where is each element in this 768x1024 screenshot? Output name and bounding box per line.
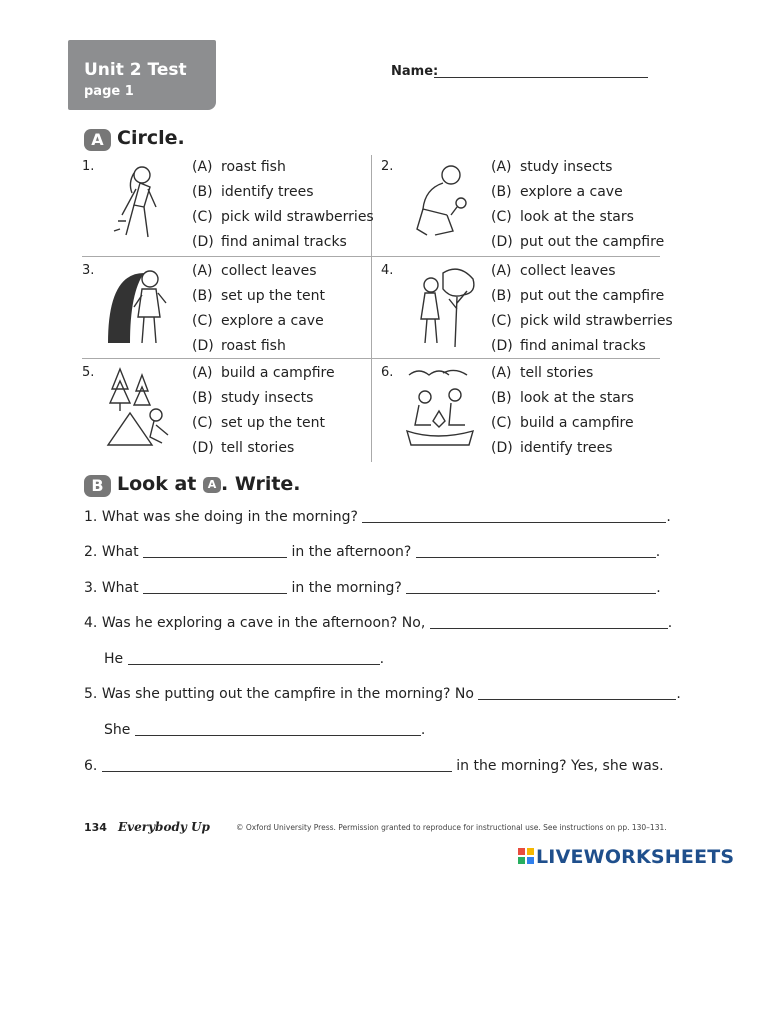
option-b[interactable]: (B) look at the stars: [491, 390, 634, 406]
option-d[interactable]: (D) roast fish: [192, 338, 286, 354]
girl-by-tree-icon: [403, 263, 479, 349]
girl-at-cave-icon: [104, 263, 180, 349]
option-a[interactable]: (A) collect leaves: [192, 263, 317, 279]
answer-blank[interactable]: [135, 722, 421, 736]
question-b4: 4. Was he exploring a cave in the afternoon? No, .: [84, 615, 673, 631]
question-item-1: [82, 155, 374, 257]
section-b-badge: B: [84, 475, 111, 497]
answer-blank[interactable]: [143, 544, 287, 558]
item-number: 6.: [381, 365, 394, 380]
option-b[interactable]: (B) identify trees: [192, 184, 314, 200]
section-a-title: Circle.: [117, 127, 185, 149]
liveworksheets-text: LIVEWORKSHEETS: [536, 846, 735, 868]
option-d[interactable]: (D) identify trees: [491, 440, 613, 456]
item-number: 2.: [381, 159, 394, 174]
option-a[interactable]: (A) collect leaves: [491, 263, 616, 279]
answer-blank[interactable]: [143, 580, 287, 594]
option-b[interactable]: (B) study insects: [192, 390, 314, 406]
options-list: [192, 157, 374, 257]
option-b[interactable]: (B) set up the tent: [192, 288, 325, 304]
question-item-2: [381, 155, 670, 257]
question-item-6: [381, 361, 670, 463]
option-c[interactable]: (C) build a campfire: [491, 415, 634, 431]
item-number: 5.: [82, 365, 95, 380]
question-item-5: [82, 361, 371, 463]
option-a[interactable]: (A) build a campfire: [192, 365, 335, 381]
section-a-heading: [84, 127, 185, 151]
answer-blank[interactable]: [406, 580, 656, 594]
question-b3: 3. What in the morning? .: [84, 580, 661, 596]
section-a-ref-badge: A: [203, 477, 221, 493]
section-b-title-pre: Look at: [117, 473, 197, 495]
option-a[interactable]: (A) tell stories: [491, 365, 594, 381]
unit-test-tab: [68, 40, 216, 110]
name-field[interactable]: [434, 77, 648, 78]
options-list: [491, 261, 673, 361]
option-c[interactable]: (C) pick wild strawberries: [192, 209, 374, 225]
item-number: 3.: [82, 263, 95, 278]
answer-blank[interactable]: [478, 686, 676, 700]
children-at-campfire-icon: [403, 365, 479, 451]
section-a-badge: A: [84, 129, 111, 151]
test-page: page 1: [84, 84, 134, 99]
answer-blank[interactable]: [102, 758, 452, 772]
question-b6: 6. in the morning? Yes, she was.: [84, 758, 664, 774]
page-number: 134: [84, 821, 107, 834]
options-list: [192, 363, 335, 463]
option-c[interactable]: (C) look at the stars: [491, 209, 634, 225]
section-b-title-post: . Write.: [221, 473, 301, 495]
section-a-grid: [82, 155, 673, 462]
option-d[interactable]: (D) tell stories: [192, 440, 295, 456]
girl-looking-at-ground-icon: [104, 159, 180, 245]
option-a[interactable]: (A) roast fish: [192, 159, 286, 175]
copyright-text: © Oxford University Press. Permission granted to reproduce for instructional use. See instructions on pp. 130–131.: [236, 823, 667, 832]
question-b1: 1. What was she doing in the morning? .: [84, 509, 671, 525]
question-b5: 5. Was she putting out the campfire in the morning? No .: [84, 686, 681, 702]
option-c[interactable]: (C) set up the tent: [192, 415, 325, 431]
answer-b5: She .: [104, 722, 426, 738]
answer-blank[interactable]: [416, 544, 656, 558]
option-d[interactable]: (D) put out the campfire: [491, 234, 665, 250]
options-list: [192, 261, 325, 361]
option-b[interactable]: (B) explore a cave: [491, 184, 623, 200]
book-title: Everybody Up: [118, 820, 210, 834]
person-setting-up-tent-icon: [104, 365, 180, 451]
answer-blank[interactable]: [362, 509, 666, 523]
answer-blank[interactable]: [128, 651, 380, 665]
option-a[interactable]: (A) study insects: [491, 159, 613, 175]
answer-blank[interactable]: [430, 615, 668, 629]
liveworksheets-logo: [518, 846, 734, 868]
item-number: 1.: [82, 159, 95, 174]
option-c[interactable]: (C) explore a cave: [192, 313, 324, 329]
section-b-heading: [84, 473, 301, 497]
option-c[interactable]: (C) pick wild strawberries: [491, 313, 673, 329]
option-d[interactable]: (D) find animal tracks: [192, 234, 347, 250]
options-list: [491, 157, 664, 257]
question-item-3: [82, 259, 371, 361]
name-label: Name:: [391, 64, 439, 79]
question-item-4: [381, 259, 673, 361]
options-list: [491, 363, 634, 463]
test-title: Unit 2 Test: [84, 60, 187, 80]
item-number: 4.: [381, 263, 394, 278]
option-b[interactable]: (B) put out the campfire: [491, 288, 665, 304]
question-b2: 2. What in the afternoon? .: [84, 544, 661, 560]
liveworksheets-icon: [518, 848, 534, 864]
option-d[interactable]: (D) find animal tracks: [491, 338, 646, 354]
answer-b4: He .: [104, 651, 385, 667]
boy-with-magnifier-icon: [403, 159, 479, 245]
